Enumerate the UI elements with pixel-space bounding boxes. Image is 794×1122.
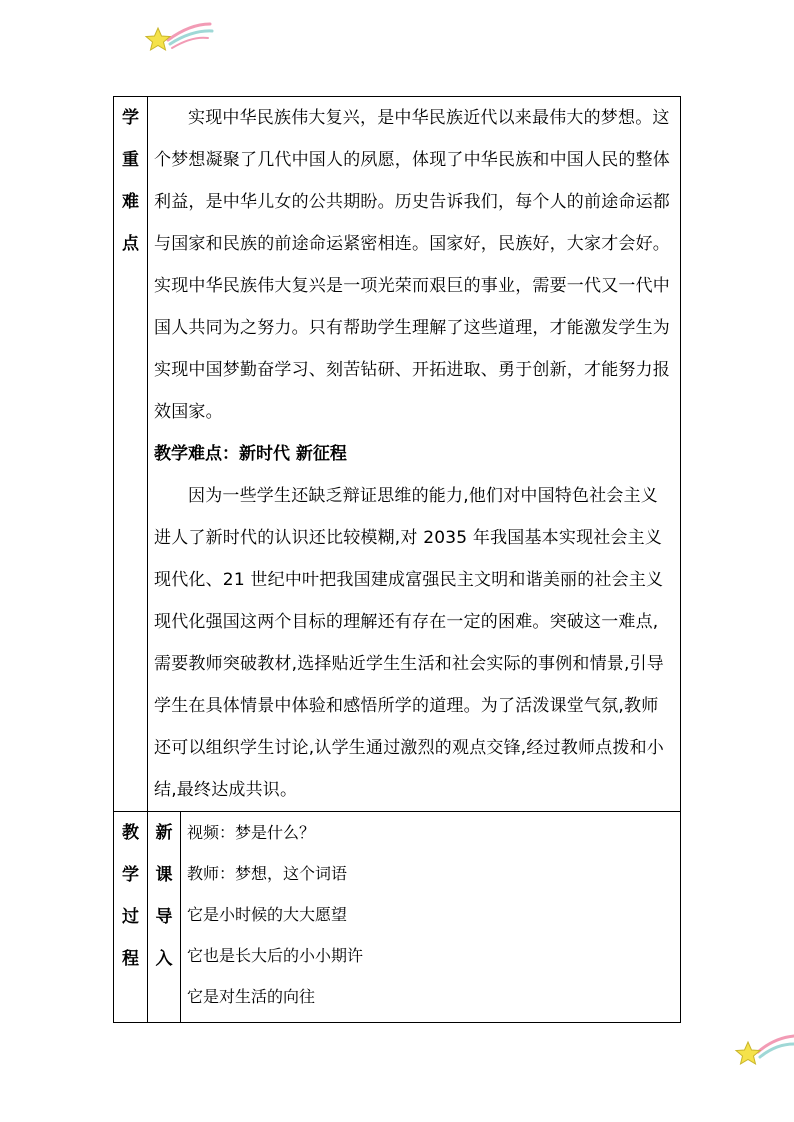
key-difficulty-content	[148, 97, 681, 812]
intro-content	[181, 812, 681, 1023]
intro-line: 教师：梦想，这个词语	[187, 864, 348, 883]
teaching-process-label: 教 学 过 程	[114, 812, 148, 1023]
intro-line: 它是对生活的向往	[187, 987, 316, 1006]
intro-line: 它是小时候的大大愿望	[187, 905, 348, 924]
difficulty-paragraph: 因为一些学生还缺乏辩证思维的能力,他们对中国特色社会主义进人了新时代的认识还比较模糊,对 2035 年我国基本实现社会主义现代化、21 世纪中叶把我国建成富强民主文明和谐美丽的社会主义现代化强国这两个目标的理解还有存在一定的困难。突破这一难点,需要教师突破教材,选择贴近学生生活和社会实际的事例和情景,引导学生在具体情景中体验和感悟所学的道理。为了活泼课堂气氛,教师还可以组织学生讨论,认学生通过激烈的观点交锋,经过教师点拨和小结,最终达成共识。	[154, 486, 665, 800]
intro-line: 它也是长大后的小小期许	[187, 946, 364, 965]
key-difficulty-label: 学 重 难 点	[114, 97, 148, 812]
teaching-process-row	[114, 812, 681, 1023]
lesson-plan-table	[113, 96, 681, 1023]
shooting-star-icon	[140, 18, 220, 58]
key-difficulty-row	[114, 97, 681, 812]
intro-line: 视频：梦是什么？	[187, 823, 316, 842]
new-lesson-intro-label: 新 课 导 入	[148, 812, 181, 1023]
difficulty-heading: 教学难点：新时代 新征程	[154, 444, 347, 464]
shooting-star-icon	[732, 1030, 794, 1070]
key-point-paragraph: 实现中华民族伟大复兴，是中华民族近代以来最伟大的梦想。这个梦想凝聚了几代中国人的夙愿，体现了中华民族和中国人民的整体利益，是中华儿女的公共期盼。历史告诉我们，每个人的前途命运都与国家和民族的前途命运紧密相连。国家好，民族好，大家才会好。实现中华民族伟大复兴是一项光荣而艰巨的事业，需要一代又一代中国人共同为之努力。只有帮助学生理解了这些道理，才能激发学生为实现中国梦勤奋学习、刻苦钻研、开拓进取、勇于创新，才能努力报效国家。	[154, 108, 670, 422]
